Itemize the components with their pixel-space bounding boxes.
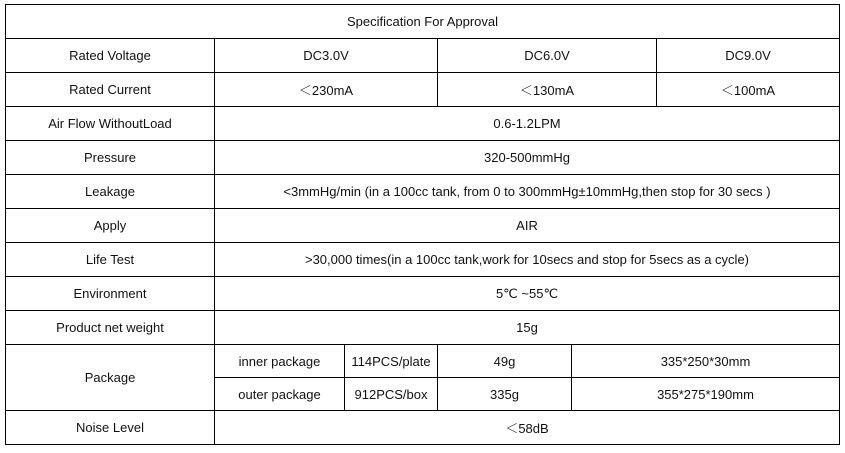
table-row-pressure bbox=[6, 141, 840, 175]
table-row-noise bbox=[6, 411, 840, 445]
inner-package-weight: 49g bbox=[438, 345, 572, 378]
voltage-dc6: DC6.0V bbox=[438, 39, 657, 73]
spec-table bbox=[5, 4, 840, 445]
outer-package-qty: 912PCS/box bbox=[345, 378, 438, 411]
inner-package-qty: 114PCS/plate bbox=[345, 345, 438, 378]
net-weight-value: 15g bbox=[215, 311, 840, 345]
row-label: Life Test bbox=[6, 243, 215, 277]
current-1: ＜230mA bbox=[215, 73, 438, 107]
life-test-value: >30,000 times(in a 100cc tank,work for 10secs and stop for 5secs as a cycle) bbox=[215, 243, 840, 277]
table-row-air-flow bbox=[6, 107, 840, 141]
row-label: Apply bbox=[6, 209, 215, 243]
row-label: Product net weight bbox=[6, 311, 215, 345]
table-row-environment bbox=[6, 277, 840, 311]
outer-package-weight: 335g bbox=[438, 378, 572, 411]
row-label: Rated Voltage bbox=[6, 39, 215, 73]
row-label: Air Flow WithoutLoad bbox=[6, 107, 215, 141]
voltage-dc9: DC9.0V bbox=[657, 39, 840, 73]
table-row-leakage bbox=[6, 175, 840, 209]
current-2: ＜130mA bbox=[438, 73, 657, 107]
row-label: Leakage bbox=[6, 175, 215, 209]
inner-package-type: inner package bbox=[215, 345, 345, 378]
table-row-net-weight bbox=[6, 311, 840, 345]
table-row-rated-current bbox=[6, 73, 840, 107]
current-3: ＜100mA bbox=[657, 73, 840, 107]
pressure-value: 320-500mmHg bbox=[215, 141, 840, 175]
voltage-dc3: DC3.0V bbox=[215, 39, 438, 73]
row-label: Rated Current bbox=[6, 73, 215, 107]
inner-package-size: 335*250*30mm bbox=[572, 345, 840, 378]
leakage-value: <3mmHg/min (in a 100cc tank, from 0 to 300mmHg±10mmHg,then stop for 30 secs ) bbox=[215, 175, 840, 209]
row-label: Noise Level bbox=[6, 411, 215, 445]
row-label: Pressure bbox=[6, 141, 215, 175]
table-row-rated-voltage bbox=[6, 39, 840, 73]
table-row-package-inner bbox=[6, 345, 840, 378]
table-row-apply bbox=[6, 209, 840, 243]
row-label: Environment bbox=[6, 277, 215, 311]
noise-value: ＜58dB bbox=[215, 411, 840, 445]
air-flow-value: 0.6-1.2LPM bbox=[215, 107, 840, 141]
table-row-life-test bbox=[6, 243, 840, 277]
title-row bbox=[6, 5, 840, 39]
environment-value: 5℃ ~55℃ bbox=[215, 277, 840, 311]
apply-value: AIR bbox=[215, 209, 840, 243]
outer-package-size: 355*275*190mm bbox=[572, 378, 840, 411]
row-label: Package bbox=[6, 345, 215, 411]
table-title: Specification For Approval bbox=[6, 5, 840, 39]
outer-package-type: outer package bbox=[215, 378, 345, 411]
